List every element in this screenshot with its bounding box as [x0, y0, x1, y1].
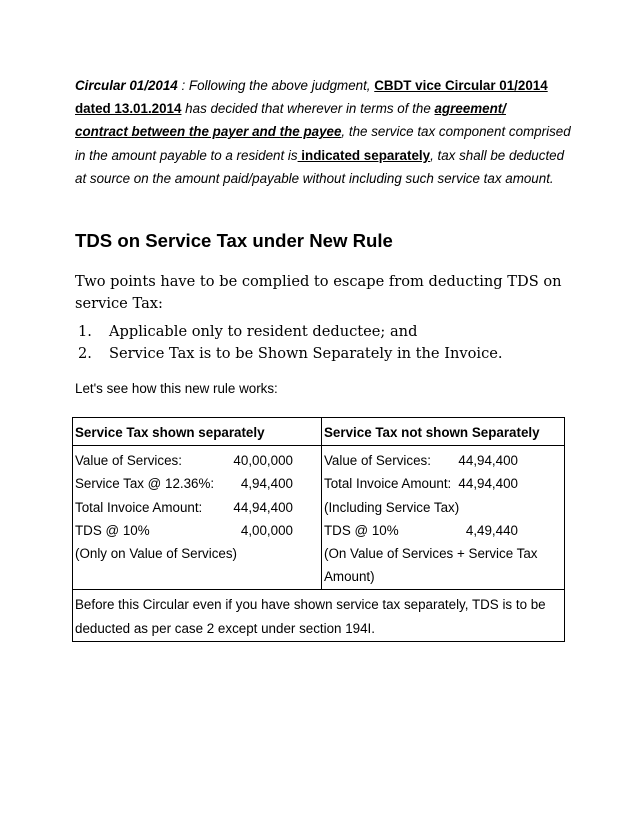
col2-note-2a: (On Value of Services + Service Tax — [324, 546, 538, 562]
footer-line-2: deducted as per case 2 except under section 194I. — [75, 620, 376, 636]
col1-note: (Only on Value of Services) — [75, 546, 237, 562]
table-row — [73, 446, 565, 590]
col2-header: Service Tax not shown Separately — [322, 418, 565, 446]
circular-text-1: : Following the above judgment, — [177, 78, 375, 93]
footer-cell — [73, 590, 565, 641]
value-row — [324, 449, 562, 472]
section-heading: TDS on Service Tax under New Rule — [75, 230, 393, 251]
row-value: 4,49,440 — [465, 522, 518, 538]
table-header-row — [73, 418, 565, 446]
row-label: Value of Services: — [324, 453, 431, 469]
table-footer-row — [73, 590, 565, 641]
agreement-term-b: contract between the payer and the payee — [75, 124, 342, 140]
row-value: 44,94,400 — [458, 453, 518, 469]
row-label: TDS @ 10% — [75, 522, 150, 538]
cbdt-circular-date: dated 13.01.2014 — [75, 101, 182, 117]
value-row — [75, 472, 319, 495]
circular-paragraph — [75, 74, 575, 190]
cbdt-circular-ref: CBDT vice Circular 01/2014 — [374, 78, 548, 93]
comparison-table — [72, 417, 565, 642]
value-row — [324, 472, 562, 495]
row-label: Total Invoice Amount: — [75, 499, 203, 515]
agreement-term-a: agreement/ — [434, 101, 506, 117]
row-label: Total Invoice Amount: — [324, 476, 452, 492]
circular-ref: Circular 01/2014 — [75, 78, 178, 93]
col2-note-1: (Including Service Tax) — [324, 499, 460, 515]
value-row — [75, 496, 319, 519]
row-value: 4,94,400 — [240, 476, 293, 492]
row-value: 44,94,400 — [233, 499, 293, 515]
list-item-number: 1. — [78, 323, 92, 340]
circular-text-3: , the service tax component comprised in the amount payable to a resident is — [75, 124, 571, 163]
col1-cell — [73, 446, 322, 590]
value-row — [75, 449, 319, 472]
row-value: 40,00,000 — [233, 453, 293, 469]
list-item — [78, 321, 503, 343]
indicated-separately: indicated separately — [297, 147, 431, 163]
col2-cell — [322, 446, 565, 590]
points-list — [78, 321, 503, 364]
col2-note-2b: Amount) — [324, 569, 375, 585]
col1-header: Service Tax shown separately — [73, 418, 322, 446]
points-intro: Two points have to be complied to escape from deducting TDS on service Tax: — [75, 273, 562, 312]
circular-text-4: , tax shall be deducted at source on the amount paid/payable without including such service tax amount. — [75, 147, 565, 186]
footer-line-1: Before this Circular even if you have shown service tax separately, TDS is to be — [75, 597, 546, 613]
value-row — [75, 519, 319, 542]
row-value: 44,94,400 — [458, 476, 518, 492]
list-item-text: Applicable only to resident deductee; and — [109, 323, 418, 340]
value-row — [324, 519, 562, 542]
list-item-text: Service Tax is to be Shown Separately in the Invoice. — [109, 344, 503, 362]
list-item-number: 2. — [78, 344, 92, 362]
row-value: 4,00,000 — [240, 522, 293, 538]
row-label: Value of Services: — [75, 453, 182, 469]
list-item — [78, 343, 503, 365]
row-label: TDS @ 10% — [324, 522, 399, 538]
table-intro: Let's see how this new rule works: — [75, 381, 278, 396]
row-label: Service Tax @ 12.36%: — [75, 476, 215, 492]
circular-text-2: has decided that wherever in terms of the — [181, 101, 435, 117]
